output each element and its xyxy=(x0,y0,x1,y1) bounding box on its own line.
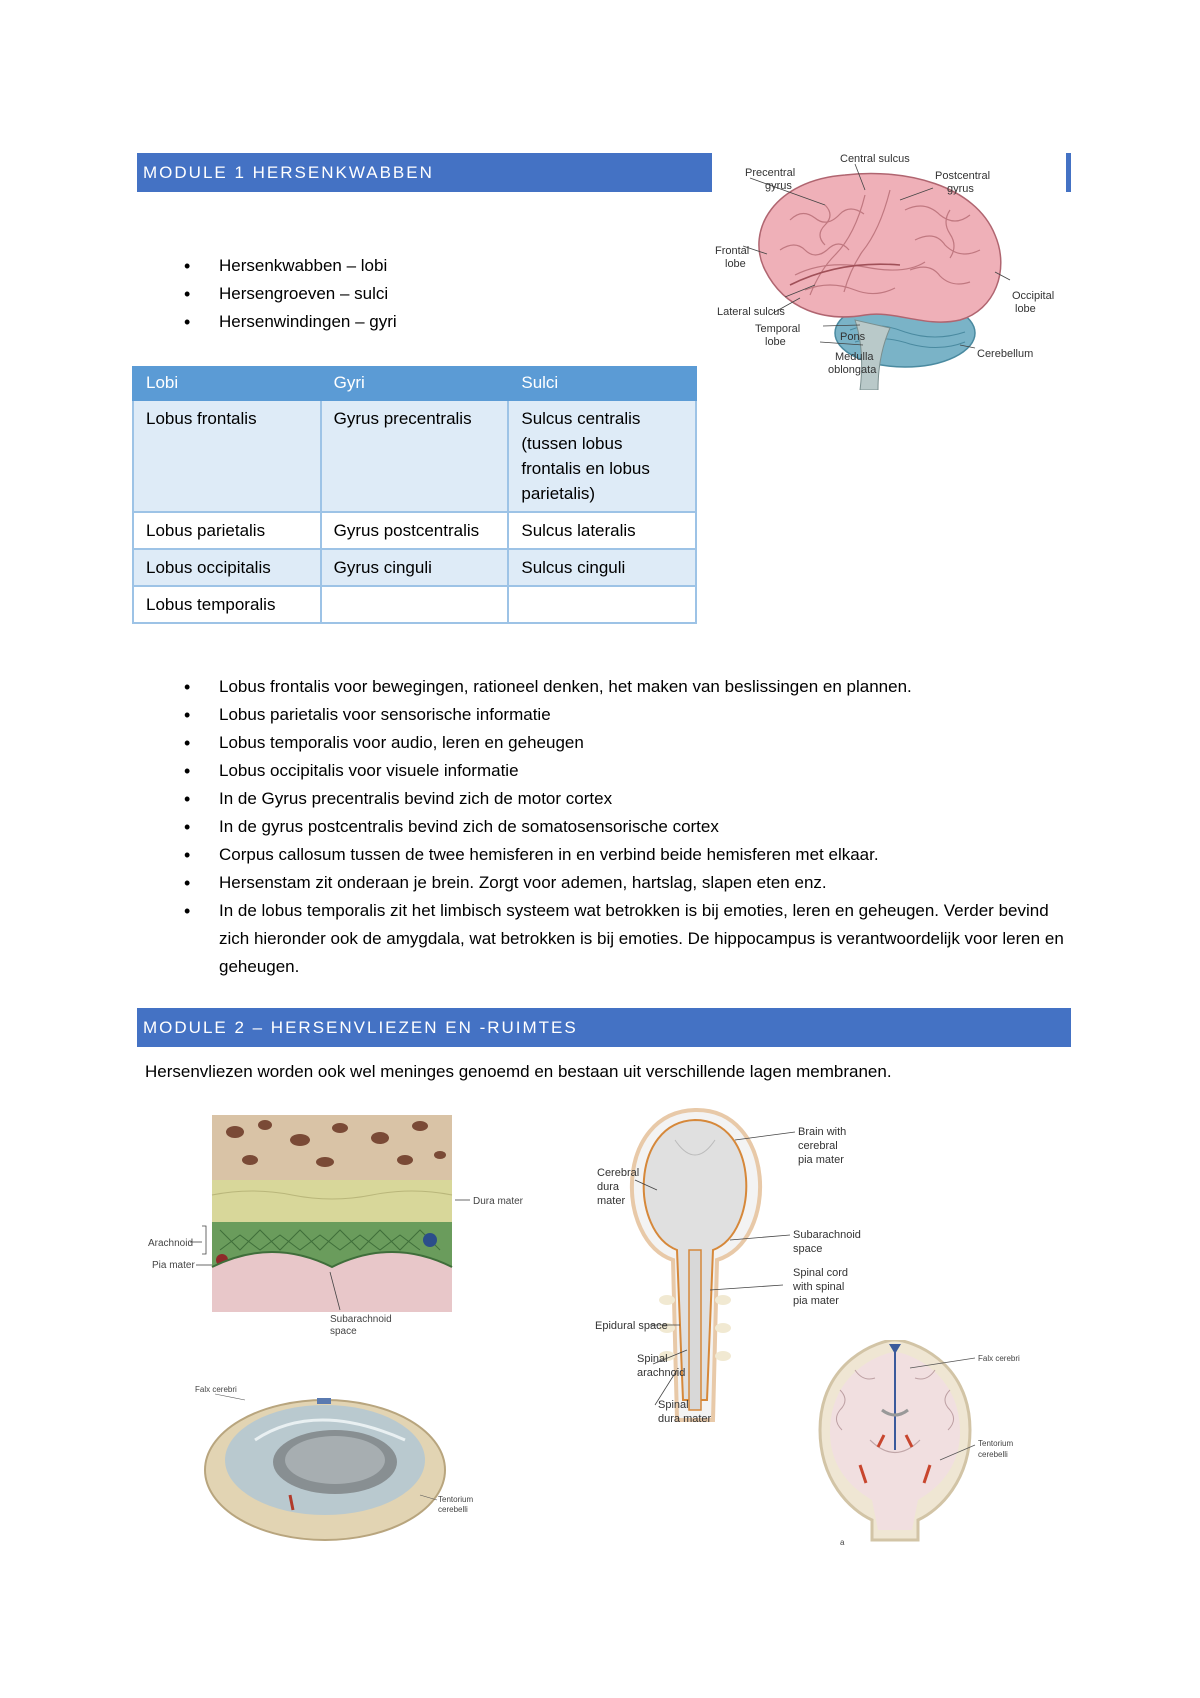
label-lateral-sulcus: Lateral sulcus xyxy=(717,306,785,318)
column-header-lobi: Lobi xyxy=(133,367,321,400)
label-subarachnoid-2: space xyxy=(330,1326,357,1337)
list-item: • Lobus occipitalis voor visuele informatie xyxy=(137,757,1077,785)
label-cerebral-dura: Cerebral xyxy=(597,1167,640,1179)
table-cell: Sulcus lateralis xyxy=(508,512,696,549)
module-1-title: MODULE 1 HERSENKWABBEN xyxy=(143,162,434,182)
brain-lateral-figure xyxy=(705,150,1065,390)
label-postcentral: Postcentral xyxy=(935,170,991,182)
label-spinal-cord-2: with spinal xyxy=(793,1281,845,1293)
table-row xyxy=(133,512,696,549)
label-coronal-tentorium-2: cerebelli xyxy=(978,1450,1008,1459)
list-item: • Lobus parietalis voor sensorische informatie xyxy=(137,701,1077,729)
label-brain-pia: Brain with xyxy=(798,1126,847,1138)
label-postcentral-2: gyrus xyxy=(947,183,974,195)
label-brain-pia-3: pia mater xyxy=(798,1154,844,1166)
table-cell xyxy=(321,586,509,623)
label-spinal-cord: Spinal cord xyxy=(793,1267,849,1279)
table-cell: Sulcus centralis (tussen lobus frontalis en lobus parietalis) xyxy=(508,400,696,512)
label-coronal-falx: Falx cerebri xyxy=(978,1354,1020,1363)
label-temporal: Temporal xyxy=(755,323,801,335)
label-brain-pia-2: cerebral xyxy=(798,1140,838,1152)
list-item: • In de gyrus postcentralis bevind zich de somatosensorische cortex xyxy=(137,813,1077,841)
facts-list xyxy=(137,673,1077,981)
label-subarachnoid-space: Subarachnoid xyxy=(793,1229,861,1241)
list-item: • Hersenwindingen – gyri xyxy=(137,308,717,336)
module-2-title: MODULE 2 – HERSENVLIEZEN EN -RUIMTES xyxy=(143,1017,578,1037)
module-2-intro: Hersenvliezen worden ook wel meninges genoemd en bestaan uit verschillende lagen membranen. xyxy=(145,1062,892,1081)
label-occipital-2: lobe xyxy=(1015,303,1036,315)
table-cell: Gyrus cinguli xyxy=(321,549,509,586)
module-2-heading xyxy=(137,1008,1071,1047)
label-occipital: Occipital xyxy=(1012,290,1055,302)
cerebrum-shape xyxy=(759,173,1001,322)
label-epidural-space: Epidural space xyxy=(595,1320,668,1332)
label-spinal-arachnoid-2: arachnoid xyxy=(637,1367,686,1379)
label-medulla-2: oblongata xyxy=(828,364,877,376)
column-header-gyri: Gyri xyxy=(321,367,509,400)
label-arachnoid: Arachnoid xyxy=(148,1238,194,1249)
list-item: • Lobus temporalis voor audio, leren en geheugen xyxy=(137,729,1077,757)
label-frontal-2: lobe xyxy=(725,258,746,270)
table-row xyxy=(133,549,696,586)
list-item: • Hersenkwabben – lobi xyxy=(137,252,717,280)
list-item: • Lobus frontalis voor bewegingen, rationeel denken, het maken van beslissingen en plannen. xyxy=(137,673,1077,701)
label-spinal-dura: Spinal xyxy=(658,1399,689,1411)
label-skull-tentorium: Tentorium xyxy=(438,1495,474,1504)
list-item: • In de Gyrus precentralis bevind zich de motor cortex xyxy=(137,785,1077,813)
label-precentral-2: gyrus xyxy=(765,180,792,192)
label-cerebral-dura-3: mater xyxy=(597,1195,626,1207)
module-1-heading xyxy=(137,153,712,192)
label-skull-falx: Falx cerebri xyxy=(195,1385,237,1394)
meninges-layers-figure xyxy=(140,1110,540,1350)
label-spinal-cord-3: pia mater xyxy=(793,1295,839,1307)
label-coronal-tentorium: Tentorium xyxy=(978,1439,1014,1448)
label-subarachnoid-space-2: space xyxy=(793,1243,823,1255)
label-skull-tentorium-2: cerebelli xyxy=(438,1505,468,1514)
label-spinal-dura-2: dura mater xyxy=(658,1413,712,1425)
label-central-sulcus: Central sulcus xyxy=(840,153,910,165)
table-cell: Sulcus cinguli xyxy=(508,549,696,586)
skull-dissection-figure xyxy=(175,1380,495,1550)
table-cell: Gyrus postcentralis xyxy=(321,512,509,549)
table-cell: Lobus temporalis xyxy=(133,586,321,623)
lobi-table xyxy=(132,366,697,624)
table-row xyxy=(133,400,696,512)
table-cell: Lobus frontalis xyxy=(133,400,321,512)
column-header-sulci: Sulci xyxy=(508,367,696,400)
table-cell: Gyrus precentralis xyxy=(321,400,509,512)
label-spinal-arachnoid: Spinal xyxy=(637,1353,668,1365)
list-item: • Hersenstam zit onderaan je brein. Zorgt voor ademen, hartslag, slapen eten enz. xyxy=(137,869,1077,897)
label-precentral: Precentral xyxy=(745,167,796,179)
list-item: • Corpus callosum tussen de twee hemisferen in en verbind beide hemisferen met elkaar. xyxy=(137,841,1077,869)
label-panel-letter: a xyxy=(840,1538,845,1547)
terms-list xyxy=(137,252,717,336)
table-cell xyxy=(508,586,696,623)
label-temporal-2: lobe xyxy=(765,336,786,348)
table-row xyxy=(133,586,696,623)
label-medulla: Medulla xyxy=(835,351,874,363)
label-cerebellum: Cerebellum xyxy=(977,348,1034,360)
heading-accent-bar xyxy=(1066,153,1071,192)
list-item: • In de lobus temporalis zit het limbisch systeem wat betrokken is bij emoties, leren en geheugen. Verder bevind zich hieronder ook de amygdala, wat betrokken is bij emoties. De hippocampus is verantwoordelijk voor leren en geheugen. xyxy=(137,897,1077,981)
label-cerebral-dura-2: dura xyxy=(597,1181,620,1193)
table-cell: Lobus parietalis xyxy=(133,512,321,549)
label-frontal: Frontal xyxy=(715,245,750,257)
label-dura-mater: Dura mater xyxy=(473,1196,524,1207)
table-header-row xyxy=(133,367,696,400)
table-cell: Lobus occipitalis xyxy=(133,549,321,586)
label-subarachnoid: Subarachnoid xyxy=(330,1314,392,1325)
list-item: • Hersengroeven – sulci xyxy=(137,280,717,308)
label-pons: Pons xyxy=(840,331,866,343)
coronal-section-figure xyxy=(800,1340,1090,1550)
label-pia-mater: Pia mater xyxy=(152,1260,195,1271)
